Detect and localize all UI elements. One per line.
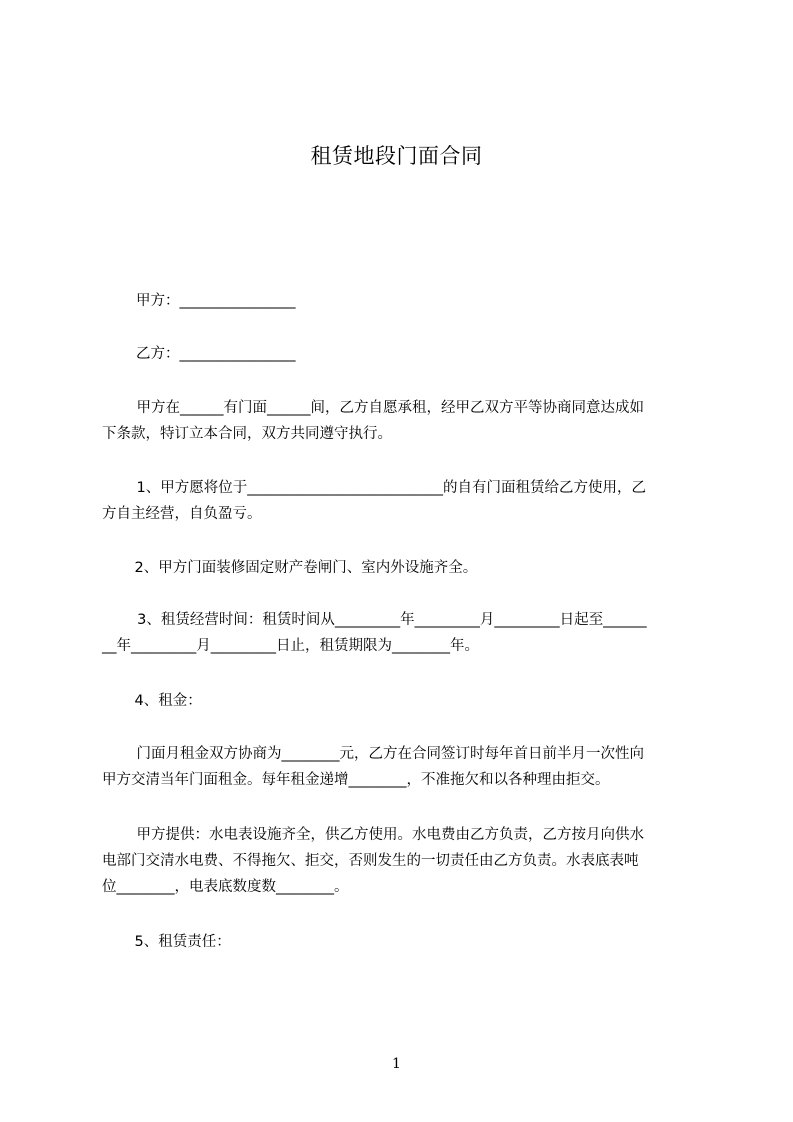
party-a-text: 甲方：________________ [136,293,296,309]
clause-2-paragraph [102,555,702,581]
document-title: 租赁地段门面合同 [310,144,483,168]
rent-line-1: 门面月租金双方协商为________元，乙方在合同签订时每年首日前半月一次性向 [122,746,644,762]
party-a-line [102,288,702,314]
party-b-text: 乙方：________________ [136,346,296,362]
utilities-paragraph [102,822,702,900]
clause-3-line-1: 3、租赁经营时间：租赁时间从_________年_________月_________日起至______ [118,612,647,628]
intro-line-2: 下条款，特订立本合同，双方共同遵守执行。 [102,426,392,442]
intro-line-1: 甲方在______有门面______间，乙方自愿承租，经甲乙双方平等协商同意达成如 [122,400,644,416]
rent-paragraph [102,741,702,793]
clause-1-line-1: 1、甲方愿将位于___________________________的自有门面租赁给乙方使用，乙 [122,480,646,496]
party-b-line [102,341,702,367]
utilities-line-3: 位________，电表底数度数________。 [102,879,349,895]
clause-3-paragraph [102,607,702,659]
rent-line-2: 甲方交清当年门面租金。每年租金递增________，不准拖欠和以各种理由拒交。 [102,772,610,788]
clause-4-paragraph [102,688,702,714]
utilities-line-1: 甲方提供：水电表设施齐全，供乙方使用。水电费由乙方负责，乙方按月向供水 [122,827,644,843]
page-number: 1 [392,1056,401,1072]
clause-5-paragraph [102,929,702,955]
intro-paragraph [102,395,702,447]
clause-5-line: 5、租赁责任： [120,934,231,950]
clause-2-line: 2、甲方门面装修固定财产卷闸门、室内外设施齐全。 [120,560,478,576]
clause-1-paragraph [102,475,702,527]
clause-1-line-2: 方自主经营，自负盈亏。 [102,506,262,522]
utilities-line-2: 电部门交清水电费、不得拖欠、拒交，否则发生的一切责任由乙方负责。水表底表吨 [102,853,639,869]
clause-3-line-2: __年_________月_________日止，租赁期限为________年。 [102,638,479,654]
clause-4-line: 4、租金： [120,693,202,709]
